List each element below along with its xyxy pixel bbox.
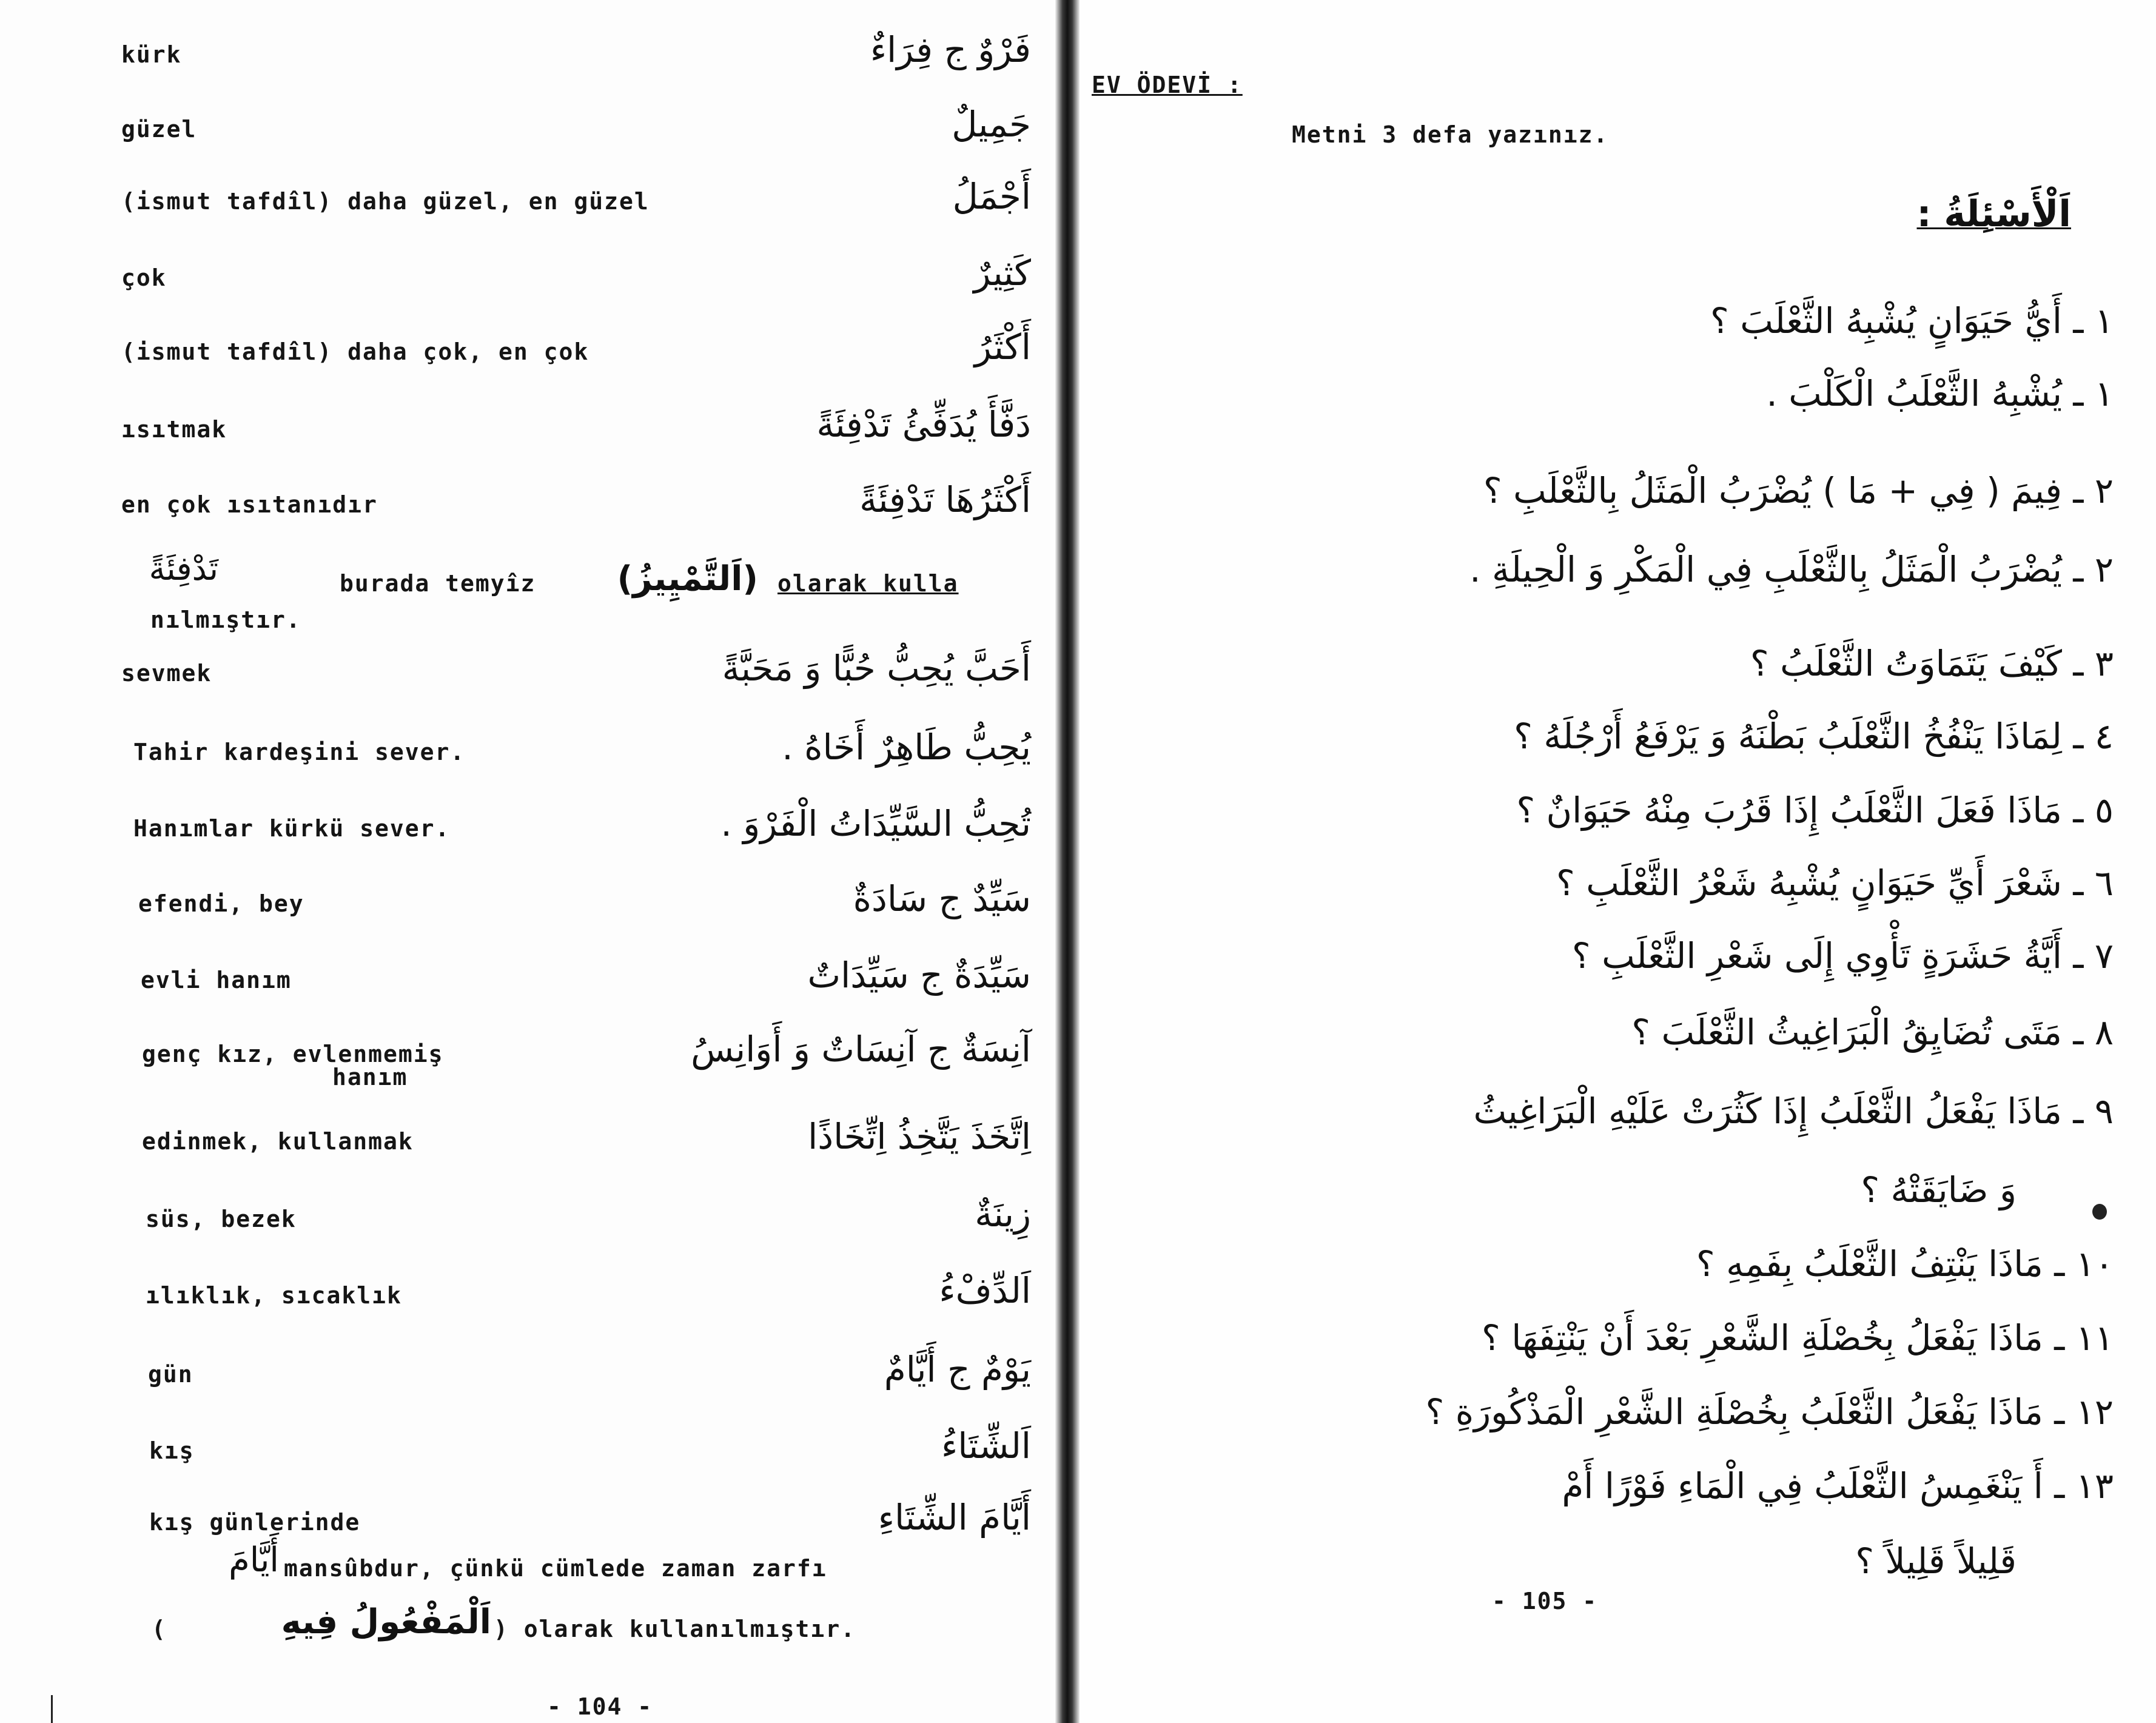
turkish-meaning: ılıklık, sıcaklık	[146, 1282, 402, 1309]
vocab-row	[0, 1332, 1055, 1399]
question-text: ١ ـ يُشْبِهُ الثَّعْلَبُ الْكَلْبَ .	[1766, 373, 2114, 414]
arabic-term: (اَلتَّمْيِيزُ)	[617, 559, 758, 599]
arabic-word: كَثِيرٌ	[973, 252, 1031, 294]
question-text: ٤ ـ لِمَاذَا يَنْفُخُ الثَّعْلَبُ بَطْنَهُ وَ يَرْفَعُ أَرْجُلَهُ ؟	[1514, 716, 2114, 757]
question-text: وَ ضَايَقَتْهُ ؟	[1861, 1169, 2017, 1211]
question-line	[1080, 1145, 2156, 1217]
question-text: ٨ ـ مَتَى تُضَايِقُ الْبَرَاغِيثُ الثَّعْلَبَ ؟	[1631, 1012, 2114, 1053]
vocab-row	[0, 1099, 1055, 1166]
note-text: nılmıştır.	[150, 606, 301, 633]
book-gutter	[1055, 0, 1080, 1723]
turkish-meaning: güzel	[121, 116, 197, 143]
arabic-word: تُحِبُّ السَّيِّدَاتُ الْفَرْوَ .	[720, 803, 1031, 844]
vocab-row	[0, 710, 1055, 776]
question-line	[1080, 1293, 2156, 1365]
arabic-word: أَكْثَرُ	[974, 326, 1031, 368]
question-text: ٣ ـ كَيْفَ يَتَمَاوَتُ الثَّعْلَبُ ؟	[1750, 643, 2114, 684]
question-line	[1080, 525, 2156, 596]
arabic-word: اَلشِّتَاءُ	[941, 1425, 1031, 1466]
arabic-word: دَفَّأَ يُدَفِّئُ تَدْفِئَةً	[816, 404, 1031, 445]
arabic-word: اِتَّخَذَ يَتَّخِذُ اِتِّخَاذًا	[808, 1116, 1031, 1157]
question-text: ٧ ـ أَيَّةُ حَشَرَةٍ تَأْوِي إِلَى شَعْرِ الثَّعْلَبِ ؟	[1571, 935, 2114, 976]
arabic-word: أَيَّامَ	[229, 1540, 279, 1580]
vocab-row	[0, 631, 1055, 697]
turkish-meaning: sevmek	[121, 660, 212, 687]
question-text: ٥ ـ مَاذَا فَعَلَ الثَّعْلَبُ إِذَا قَرُبَ مِنْهُ حَيَوَانٌ ؟	[1516, 790, 2114, 831]
right-page	[1080, 0, 2156, 1723]
vocab-row	[0, 12, 1055, 79]
question-text: ٦ ـ شَعْرَ أَيِّ حَيَوَانٍ يُشْبِهُ شَعْرُ الثَّعْلَبِ ؟	[1556, 862, 2114, 904]
question-text: ٢ ـ فِيمَ ( فِي + مَا ) يُضْرَبُ الْمَثَلُ بِالثَّعْلَبِ ؟	[1483, 470, 2114, 511]
note-text: (	[152, 1616, 167, 1642]
vocab-row	[0, 87, 1055, 153]
question-text: ١ ـ أَيُّ حَيَوَانٍ يُشْبِهُ الثَّعْلَبَ ؟	[1710, 300, 2114, 341]
vocab-row	[0, 1480, 1055, 1547]
question-text: ١١ ـ مَاذَا يَفْعَلُ بِخُصْلَةِ الشَّعْرِ بَعْدَ أَنْ يَنْتِفَهَا ؟	[1482, 1317, 2114, 1359]
turkish-meaning-continued: hanım	[332, 1064, 408, 1090]
homework-instruction: Metni 3 defa yazınız.	[1292, 121, 1609, 148]
vocab-row	[0, 1408, 1055, 1475]
question-line	[1080, 838, 2156, 910]
question-line	[1080, 619, 2156, 690]
vocab-row	[0, 1253, 1055, 1320]
turkish-meaning: kış günlerinde	[149, 1509, 361, 1536]
grammar-note	[0, 546, 1055, 643]
arabic-word: آنِسَةٌ ج آنِسَاتٌ وَ أَوَانِسُ	[691, 1029, 1031, 1070]
vocab-row	[0, 159, 1055, 226]
turkish-meaning: Tahir kardeşini sever.	[133, 739, 466, 765]
turkish-meaning: kış	[149, 1437, 195, 1464]
question-line	[1080, 1367, 2156, 1439]
question-text: ١٣ ـ أَ يَنْغَمِسُ الثَّعْلَبُ فِي الْمَاءِ فَوْرًا أَمْ	[1562, 1465, 2114, 1506]
question-line	[1080, 691, 2156, 763]
vocab-row	[0, 387, 1055, 454]
vocab-row	[0, 462, 1055, 529]
vocab-row	[0, 938, 1055, 1004]
turkish-meaning: efendi, bey	[138, 890, 304, 917]
vocab-row	[0, 309, 1055, 376]
vocab-row	[0, 235, 1055, 302]
arabic-word: أَحَبَّ يُحِبُّ حُبًّا وَ مَحَبَّةً	[722, 648, 1031, 689]
question-line	[1080, 1066, 2156, 1138]
turkish-meaning: edinmek, kullanmak	[142, 1128, 414, 1155]
arabic-word: زِينَةٌ	[975, 1194, 1031, 1235]
question-line	[1080, 349, 2156, 420]
note-text: ) olarak kullanılmıştır.	[494, 1616, 856, 1642]
page-number: - 105 -	[1492, 1588, 1598, 1614]
grammar-note	[0, 1601, 1055, 1656]
arabic-word: يُحِبُّ طَاهِرٌ أَخَاهُ .	[782, 727, 1031, 768]
grammar-note	[0, 1540, 1055, 1595]
turkish-meaning: çok	[121, 264, 167, 291]
arabic-term: اَلْمَفْعُولُ فِيهِ	[281, 1602, 491, 1642]
arabic-word: أَكْثَرُهَا تَدْفِئَةً	[859, 479, 1031, 520]
questions-heading: اَلْأَسْئِلَةُ :	[1916, 193, 2071, 235]
question-text: ٢ ـ يُضْرَبُ الْمَثَلُ بِالثَّعْلَبِ فِي الْمَكْرِ وَ الْحِيلَةِ .	[1469, 549, 2114, 590]
homework-title: EV ÖDEVİ :	[1092, 72, 1243, 98]
page-edge-mark	[51, 1695, 53, 1723]
arabic-word: سَيِّدٌ ج سَادَةٌ	[853, 878, 1031, 919]
question-text: قَلِيلاً قَلِيلاً ؟	[1855, 1540, 2017, 1582]
question-line	[1080, 276, 2156, 348]
arabic-word: أَجْمَلُ	[952, 176, 1031, 217]
question-text: ١٠ ـ مَاذَا يَنْتِفُ الثَّعْلَبُ بِفَمِهِ ؟	[1696, 1243, 2114, 1285]
question-line	[1080, 446, 2156, 517]
question-line	[1080, 1441, 2156, 1513]
turkish-meaning: en çok ısıtanıdır	[121, 491, 378, 518]
vocab-row	[0, 1177, 1055, 1243]
left-page	[0, 0, 1055, 1723]
arabic-word: فَرْوٌ ج فِرَاءٌ	[870, 29, 1031, 70]
ink-spot	[2092, 1204, 2107, 1220]
vocab-row	[0, 1012, 1055, 1090]
turkish-meaning: evli hanım	[141, 967, 292, 993]
turkish-meaning: süs, bezek	[146, 1206, 297, 1232]
arabic-word: جَمِيلٌ	[952, 104, 1031, 145]
turkish-meaning: kürk	[121, 41, 182, 68]
question-line	[1080, 911, 2156, 982]
note-text: burada temyîz	[340, 570, 536, 597]
vocab-row	[0, 861, 1055, 928]
arabic-word: أَيَّامَ الشِّتَاءِ	[878, 1497, 1031, 1538]
question-text: ٩ ـ مَاذَا يَفْعَلُ الثَّعْلَبُ إِذَا كَثُرَتْ عَلَيْهِ الْبَرَاغِيثُ	[1473, 1090, 2114, 1132]
note-text: olarak kulla	[777, 570, 959, 597]
turkish-meaning: genç kız, evlenmemiş	[142, 1041, 444, 1067]
arabic-word: سَيِّدَةٌ ج سَيِّدَاتٌ	[807, 955, 1031, 996]
turkish-meaning: (ismut tafdîl) daha çok, en çok	[121, 338, 589, 365]
question-line	[1080, 1219, 2156, 1291]
question-line	[1080, 987, 2156, 1059]
question-line	[1080, 1516, 2156, 1588]
vocab-row	[0, 786, 1055, 853]
note-text: mansûbdur, çünkü cümlede zaman zarfı	[284, 1555, 827, 1582]
turkish-meaning: gün	[148, 1361, 193, 1388]
question-line	[1080, 765, 2156, 837]
arabic-word: يَوْمٌ ج أَيَّامٌ	[884, 1349, 1031, 1390]
turkish-meaning: (ismut tafdîl) daha güzel, en güzel	[121, 188, 650, 215]
turkish-meaning: Hanımlar kürkü sever.	[133, 815, 451, 842]
turkish-meaning: ısıtmak	[121, 416, 227, 443]
page-number: - 104 -	[547, 1693, 653, 1720]
arabic-word: تَدْفِئَةً	[149, 549, 218, 588]
question-text: ١٢ ـ مَاذَا يَفْعَلُ الثَّعْلَبُ بِخُصْلَةِ الشَّعْرِ الْمَذْكُورَةِ ؟	[1425, 1391, 2114, 1432]
arabic-word: اَلدِّفْءُ	[939, 1270, 1031, 1311]
